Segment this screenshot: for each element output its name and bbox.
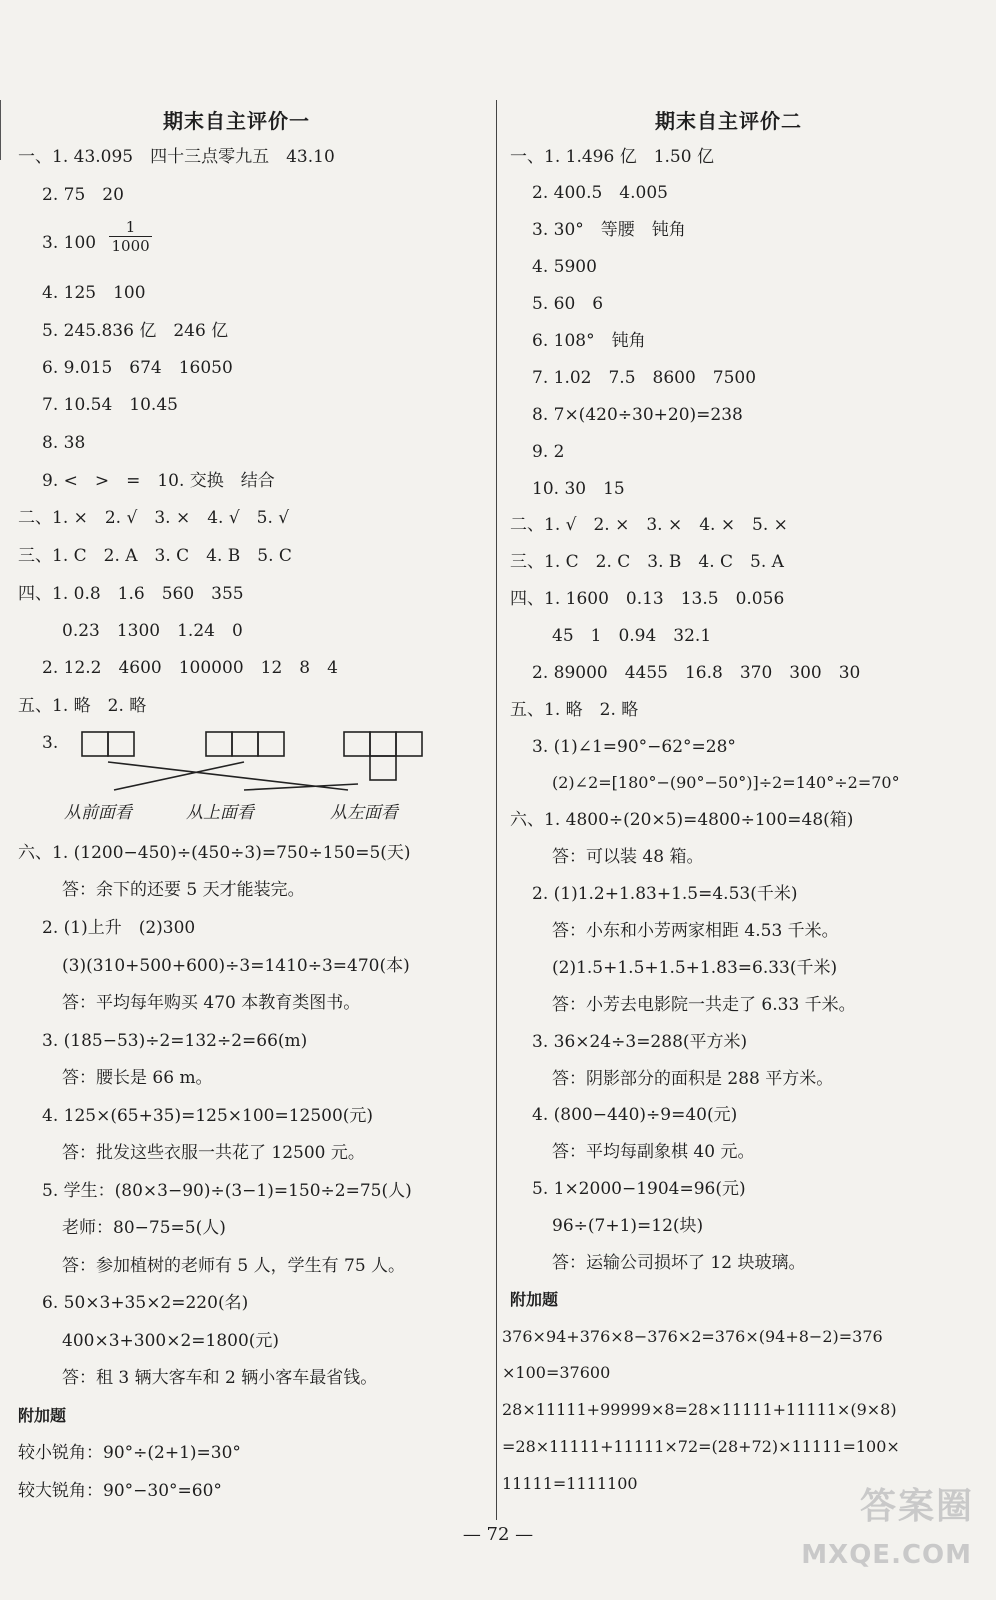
- top-view-square: [258, 732, 284, 756]
- left-line-14: 五、1. 略 2. 略: [18, 696, 147, 716]
- right-line-36: 11111=1111100: [502, 1474, 638, 1493]
- left-line-20: 答：平均每年购买 470 本教育类图书。: [62, 993, 361, 1013]
- top-view-square: [232, 732, 258, 756]
- left-view-square: [344, 732, 370, 756]
- right-line-0: 一、1. 1.496 亿 1.50 亿: [510, 147, 714, 167]
- left-view-square: [370, 732, 396, 756]
- right-line-30: 答：运输公司损坏了 12 块玻璃。: [552, 1253, 806, 1273]
- right-line-35: =28×11111+11111×72=(28+72)×11111=100×: [502, 1437, 900, 1456]
- watermark-logo: 答案圈: [859, 1486, 974, 1527]
- front-view-square: [82, 732, 108, 756]
- left-line-6: 7. 10.54 10.45: [42, 395, 178, 415]
- right-line-5: 6. 108° 钝角: [532, 331, 646, 351]
- right-line-6: 7. 1.02 7.5 8600 7500: [532, 368, 757, 388]
- left-line-16: 六、1. (1200−450)÷(450÷3)=750÷150=5(天): [18, 843, 411, 863]
- left-extra-heading: 附加题: [18, 1406, 67, 1425]
- left-view-square: [396, 732, 422, 756]
- left-margin-line: [0, 100, 1, 160]
- right-line-33: ×100=37600: [502, 1363, 611, 1382]
- right-line-12: 四、1. 1600 0.13 13.5 0.056: [510, 589, 785, 609]
- left-line-0: 一、1. 43.095 四十三点零九五 43.10: [18, 147, 335, 167]
- right-line-13: 45 1 0.94 32.1: [552, 626, 712, 646]
- right-line-27: 答：平均每副象棋 40 元。: [552, 1142, 755, 1162]
- left-line-15: 3.: [42, 733, 59, 753]
- right-line-17: (2)∠2=[180°−(90°−50°)]÷2=140°÷2=70°: [552, 773, 900, 792]
- right-line-1: 2. 400.5 4.005: [532, 183, 668, 203]
- right-line-32: 376×94+376×8−376×2=376×(94+8−2)=376: [502, 1327, 883, 1346]
- left-line-12: 0.23 1300 1.24 0: [62, 621, 243, 641]
- left-line-2-text: 3. 100: [42, 233, 97, 253]
- right-line-8: 9. 2: [532, 442, 565, 462]
- right-line-7: 8. 7×(420÷30+20)=238: [532, 405, 743, 425]
- right-line-34: 28×11111+99999×8=28×11111+11111×(9×8): [502, 1400, 897, 1419]
- left-line-8: 9. < > = 10. 交换 结合: [42, 471, 275, 491]
- left-line-10: 三、1. C 2. A 3. C 4. B 5. C: [18, 546, 292, 566]
- left-line-27: 答：参加植树的老师有 5 人，学生有 75 人。: [62, 1256, 406, 1276]
- left-line-11: 四、1. 0.8 1.6 560 355: [18, 584, 244, 604]
- left-line-28: 6. 50×3+35×2=220(名): [42, 1293, 249, 1313]
- left-line-18: 2. (1)上升 (2)300: [42, 918, 196, 938]
- right-line-11: 三、1. C 2. C 3. B 4. C 5. A: [510, 552, 784, 572]
- right-line-16: 3. (1)∠1=90°−62°=28°: [532, 737, 736, 757]
- top-view-square: [206, 732, 232, 756]
- column-divider: [496, 100, 497, 1520]
- right-line-24: 3. 36×24÷3=288(平方米): [532, 1032, 748, 1052]
- left-line-3: 4. 125 100: [42, 283, 146, 303]
- left-line-30: 答：租 3 辆大客车和 2 辆小客车最省钱。: [62, 1368, 378, 1388]
- front-view-square: [108, 732, 134, 756]
- left-line-26: 老师：80−75=5(人): [62, 1218, 226, 1238]
- fraction: [109, 218, 151, 255]
- right-line-19: 答：可以装 48 箱。: [552, 847, 704, 867]
- right-line-25: 答：阴影部分的面积是 288 平方米。: [552, 1069, 834, 1089]
- right-line-22: (2)1.5+1.5+1.5+1.83=6.33(千米): [552, 958, 838, 978]
- view-label-top: 从上面看: [186, 803, 254, 823]
- left-line-1: 2. 75 20: [42, 185, 124, 205]
- right-line-18: 六、1. 4800÷(20×5)=4800÷100=48(箱): [510, 810, 854, 830]
- left-line-23: 4. 125×(65+35)=125×100=12500(元): [42, 1106, 374, 1126]
- view-label-left: 从左面看: [330, 803, 398, 823]
- left-line-22: 答：腰长是 66 m。: [62, 1068, 213, 1088]
- right-line-26: 4. (800−440)÷9=40(元): [532, 1105, 738, 1125]
- three-views-figure: [58, 728, 458, 792]
- right-line-20: 2. (1)1.2+1.83+1.5=4.53(千米): [532, 884, 798, 904]
- view-label-front: 从前面看: [64, 803, 132, 823]
- right-extra-heading: 附加题: [510, 1290, 559, 1309]
- left-view-square: [370, 756, 396, 780]
- fraction-numerator: 1: [109, 218, 151, 237]
- right-line-9: 10. 30 15: [532, 479, 625, 499]
- left-line-29: 400×3+300×2=1800(元): [62, 1331, 280, 1351]
- left-line-7: 8. 38: [42, 433, 86, 453]
- right-line-4: 5. 60 6: [532, 294, 604, 314]
- right-line-23: 答：小芳去电影院一共走了 6.33 千米。: [552, 995, 856, 1015]
- right-line-29: 96÷(7+1)=12(块): [552, 1216, 704, 1236]
- right-line-2: 3. 30° 等腰 钝角: [532, 220, 686, 240]
- right-line-3: 4. 5900: [532, 257, 597, 277]
- right-line-10: 二、1. √ 2. × 3. × 4. × 5. ×: [510, 515, 788, 535]
- page-number: — 72 —: [462, 1524, 534, 1545]
- left-line-9: 二、1. × 2. √ 3. × 4. √ 5. √: [18, 508, 290, 528]
- fraction-denominator: 1000: [111, 237, 150, 255]
- left-line-4: 5. 245.836 亿 246 亿: [42, 321, 229, 341]
- right-line-21: 答：小东和小芳两家相距 4.53 千米。: [552, 921, 839, 941]
- left-line-19: (3)(310+500+600)÷3=1410÷3=470(本): [62, 956, 410, 976]
- left-line-21: 3. (185−53)÷2=132÷2=66(m): [42, 1031, 308, 1051]
- left-line-2: [42, 218, 152, 255]
- left-line-24: 答：批发这些衣服一共花了 12500 元。: [62, 1143, 365, 1163]
- left-line-13: 2. 12.2 4600 100000 12 8 4: [42, 658, 338, 678]
- watermark-site: MXQE.COM: [801, 1540, 972, 1570]
- left-line-5: 6. 9.015 674 16050: [42, 358, 233, 378]
- right-line-15: 五、1. 略 2. 略: [510, 700, 639, 720]
- left-title: 期末自主评价一: [163, 109, 310, 133]
- right-line-14: 2. 89000 4455 16.8 370 300 30: [532, 663, 861, 683]
- left-line-17: 答：余下的还要 5 天才能装完。: [62, 880, 305, 900]
- left-line-25: 5. 学生：(80×3−90)÷(3−1)=150÷2=75(人): [42, 1181, 412, 1201]
- left-line-32: 较小锐角：90°÷(2+1)=30°: [18, 1443, 241, 1463]
- left-line-33: 较大锐角：90°−30°=60°: [18, 1481, 222, 1501]
- right-title: 期末自主评价二: [655, 109, 802, 133]
- right-line-28: 5. 1×2000−1904=96(元): [532, 1179, 746, 1199]
